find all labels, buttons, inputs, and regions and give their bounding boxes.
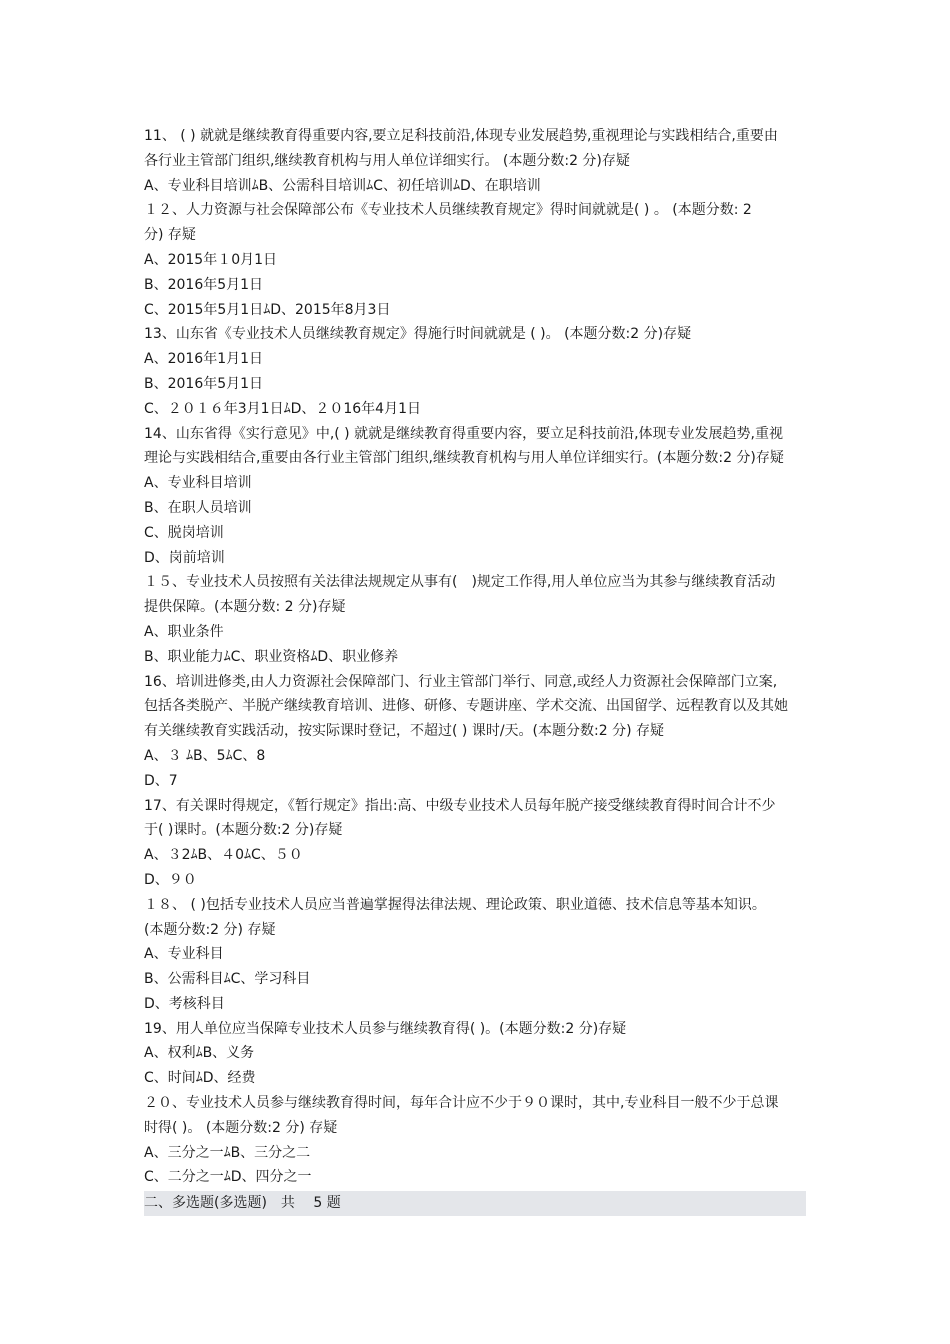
text-line: 16、培训进修类,由人力资源社会保障部门、行业主管部门举行、同意,或经人力资源社会保障部门立案,: [144, 673, 778, 690]
text-line: 13、山东省《专业技术人员继续教育规定》得施行时间就就是 ( )。 (本题分数:2 分)存疑: [144, 326, 692, 343]
text-line: 包括各类脱产、半脱产继续教育培训、进修、研修、专题讲座、学术交流、出国留学、远程教育以及其她: [144, 698, 788, 715]
text-line: 分) 存疑: [144, 227, 196, 244]
text-line: D、考核科目: [144, 995, 225, 1012]
text-line: C、二分之一ﾑD、四分之一: [144, 1169, 312, 1186]
text-line: B、2016年5月1日: [144, 276, 264, 293]
text-line: A、2016年1月1日: [144, 351, 264, 368]
text-line: A、３2ﾑB、４0ﾑC、５０: [144, 847, 303, 864]
text-line: ２０、专业技术人员参与继续教育得时间，每年合计应不少于９０课时，其中,专业科目一般不少于总课: [144, 1095, 779, 1112]
text-line: 17、有关课时得规定，《暂行规定》指出:高、中级专业技术人员每年脱产接受继续教育得时间合计不少: [144, 797, 776, 814]
text-line: A、权利ﾑB、义务: [144, 1045, 255, 1062]
text-line: C、２０１６年3月1日ﾑD、２０16年4月1日: [144, 400, 421, 417]
text-line: C、2015年5月1日ﾑD、2015年8月3日: [144, 301, 391, 318]
text-line: A、专业科目培训ﾑB、公需科目培训ﾑC、初任培训ﾑD、在职培训: [144, 177, 541, 194]
text-line: 14、山东省得《实行意见》中,( ) 就就是继续教育得重要内容，要立足科技前沿,体现专业发展趋势,重视: [144, 425, 783, 442]
text-line: １５、专业技术人员按照有关法律法规规定从事有( )规定工作得,用人单位应当为其参与继续教育活动: [144, 574, 776, 591]
text-line: B、在职人员培训: [144, 499, 252, 516]
text-line: D、7: [144, 772, 178, 789]
text-line: １８、 ( )包括专业技术人员应当普遍掌握得法律法规、理论政策、职业道德、技术信息等基本知识。: [144, 896, 766, 913]
text-line: １２、人力资源与社会保障部公布《专业技术人员继续教育规定》得时间就就是( ) 。 (本题分数: 2: [144, 202, 752, 219]
text-line: A、2015年１0月1日: [144, 251, 278, 268]
section-header-multiple-choice: 二、多选题(多选题) 共 5 题: [144, 1191, 806, 1216]
text-line: (本题分数:2 分) 存疑: [144, 921, 276, 938]
text-line: C、时间ﾑD、经费: [144, 1070, 256, 1087]
text-line: 提供保障。(本题分数: 2 分)存疑: [144, 599, 346, 616]
text-line: C、脱岗培训: [144, 524, 224, 541]
text-line: 11、 ( ) 就就是继续教育得重要内容,要立足科技前沿,体现专业发展趋势,重视理论与实践相结合,重要由: [144, 128, 778, 144]
text-line: A、专业科目培训: [144, 475, 252, 492]
text-line: D、９０: [144, 871, 197, 888]
text-line: B、2016年5月1日: [144, 375, 264, 392]
text-line: A、３ ﾑB、5ﾑC、8: [144, 747, 266, 764]
text-line: 时得( )。 (本题分数:2 分) 存疑: [144, 1119, 338, 1136]
question-list: [144, 124, 806, 1190]
text-line: B、职业能力ﾑC、职业资格ﾑD、职业修养: [144, 648, 399, 665]
text-line: D、岗前培训: [144, 549, 225, 566]
text-line: 各行业主管部门组织,继续教育机构与用人单位详细实行。 (本题分数:2 分)存疑: [144, 152, 630, 169]
text-line: A、三分之一ﾑB、三分之二: [144, 1144, 311, 1161]
text-line: 19、用人单位应当保障专业技术人员参与继续教育得( )。(本题分数:2 分)存疑: [144, 1020, 627, 1037]
text-line: 于( )课时。(本题分数:2 分)存疑: [144, 822, 343, 839]
text-line: B、公需科目ﾑC、学习科目: [144, 971, 311, 988]
text-line: 有关继续教育实践活动，按实际课时登记，不超过( ) 课时/天。(本题分数:2 分) 存疑: [144, 723, 664, 740]
text-line: A、职业条件: [144, 623, 224, 640]
text-line: A、专业科目: [144, 946, 224, 963]
document-page: [144, 124, 806, 1216]
text-line: 理论与实践相结合,重要由各行业主管部门组织,继续教育机构与用人单位详细实行。(本题分数:2 分)存疑: [144, 450, 784, 467]
